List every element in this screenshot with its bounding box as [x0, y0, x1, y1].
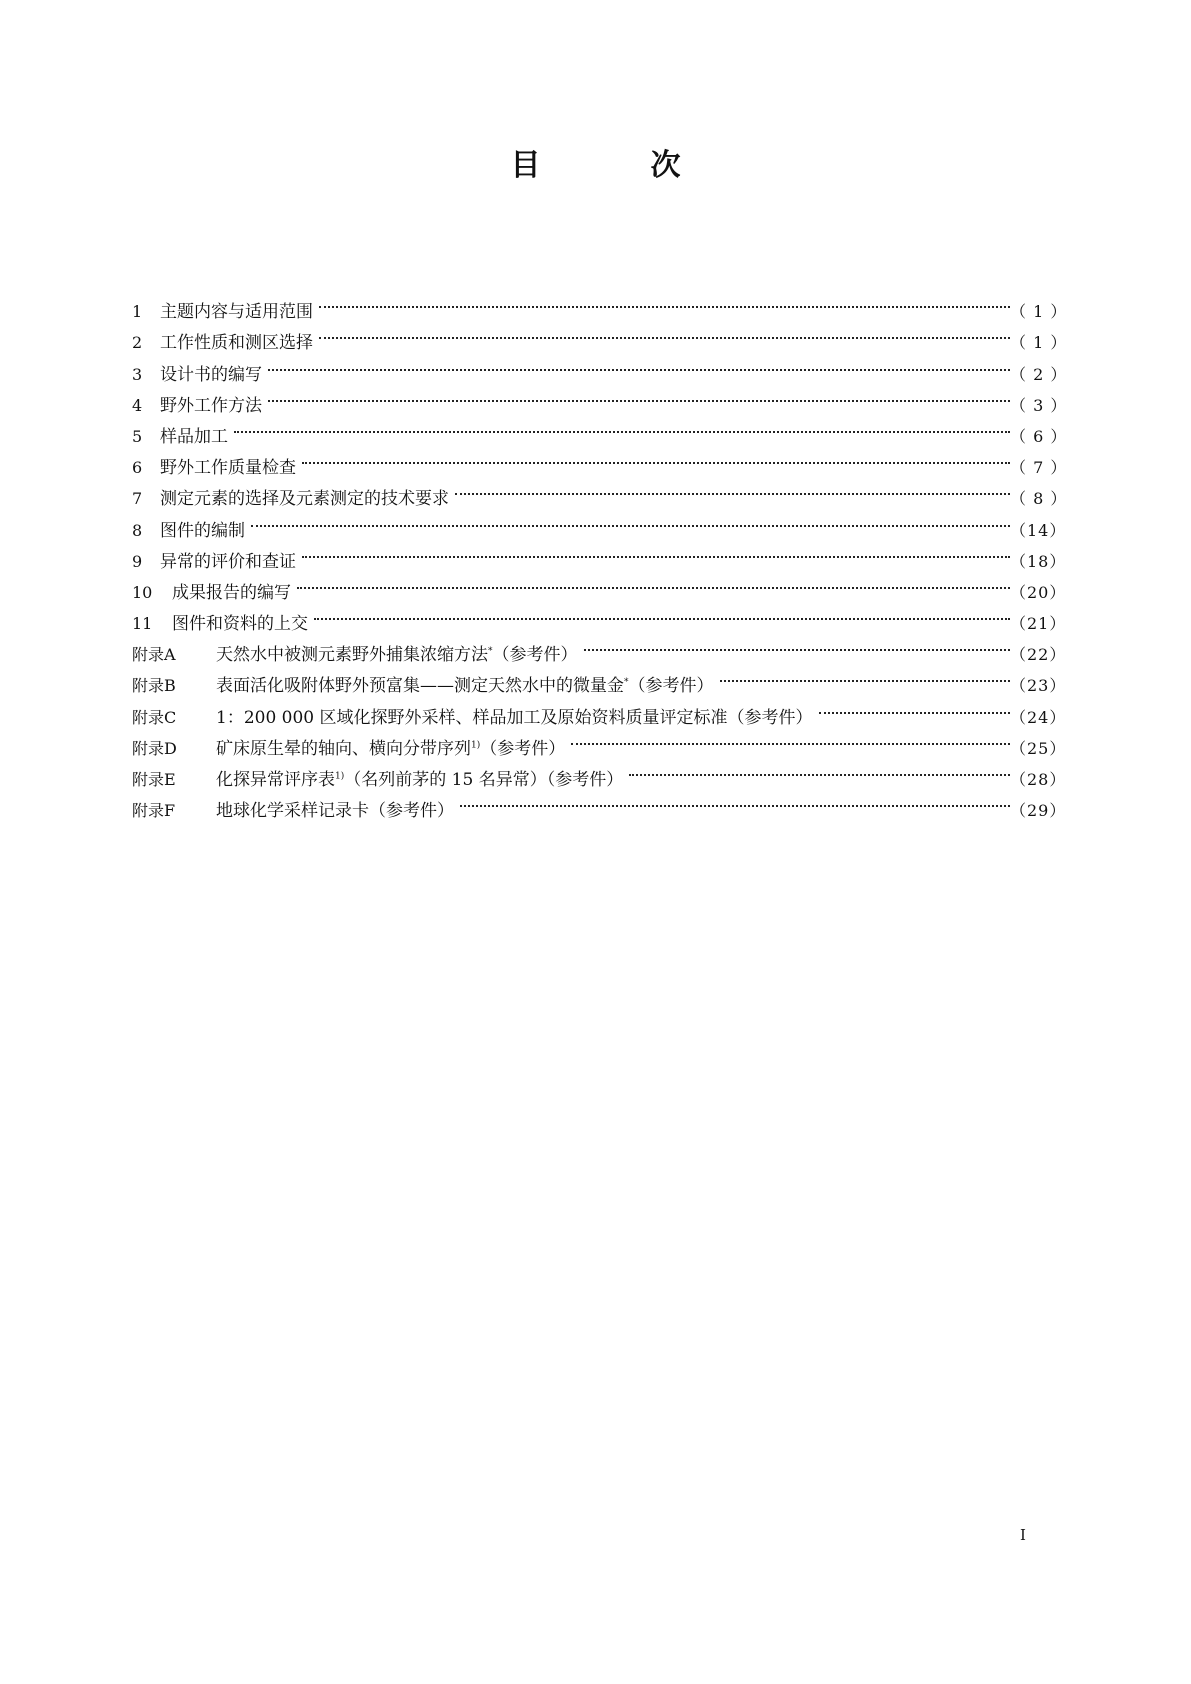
entry-number: 11: [132, 614, 153, 634]
title-part-1: 目: [510, 148, 541, 183]
entry-number: 7: [132, 489, 143, 509]
entry-number: 10: [132, 582, 153, 602]
page-title: [0, 140, 1191, 184]
entry-page: （ 1 ）: [1010, 333, 1068, 353]
dot-leader: [251, 504, 1010, 535]
entry-label-tail: （参考件）: [628, 676, 714, 697]
entry-number: 4: [132, 395, 143, 415]
entry-label: 设计书的编写: [160, 364, 262, 385]
toc-entry-4[interactable]: [132, 380, 1068, 416]
entry-page: （ 3 ）: [1010, 395, 1068, 415]
toc-entry-5[interactable]: [132, 411, 1068, 447]
entry-label-tail: （名列前茅的 15 名异常）（参考件）: [344, 770, 624, 790]
entry-label: [216, 671, 720, 702]
entry-label: 主题内容与适用范围: [160, 302, 313, 323]
table-of-contents: [132, 286, 1068, 822]
title-part-2: 次: [650, 148, 681, 183]
entry-page: （22）: [1010, 645, 1067, 665]
dot-leader: [584, 629, 1011, 660]
dot-leader: [268, 348, 1010, 379]
entry-label: 野外工作质量检查: [160, 458, 296, 479]
entry-page: （29）: [1010, 801, 1067, 821]
dot-leader: [460, 785, 1010, 816]
entry-page: （ 2 ）: [1010, 364, 1068, 384]
entry-page: （23）: [1010, 676, 1067, 696]
entry-number: 9: [132, 551, 143, 571]
entry-number: 3: [132, 364, 143, 384]
entry-label-text: 表面活化吸附体野外预富集——测定天然水中的微量金: [216, 676, 624, 697]
entry-page: （ 8 ）: [1010, 489, 1068, 509]
toc-entry-8[interactable]: [132, 504, 1067, 541]
entry-page: （28）: [1010, 770, 1067, 789]
entry-number: 附录C: [132, 707, 177, 727]
entry-page: （24）: [1010, 707, 1067, 727]
entry-number: 1: [132, 302, 143, 322]
entry-page: （ 7 ）: [1010, 458, 1068, 478]
entry-number: 附录F: [132, 801, 176, 821]
entry-label: 地球化学采样记录卡（参考件）: [216, 801, 454, 822]
entry-page: （ 6 ）: [1010, 426, 1068, 446]
dot-leader: [571, 723, 1010, 754]
dot-leader: [319, 286, 1010, 317]
entry-label: 野外工作方法: [160, 395, 262, 416]
dot-leader: [455, 473, 1010, 504]
entry-page: （25）: [1010, 738, 1067, 758]
toc-entry-3[interactable]: [132, 348, 1068, 385]
dot-leader: [819, 691, 1010, 722]
dot-leader: [314, 598, 1010, 629]
entry-number: 2: [132, 333, 143, 353]
entry-page: （21）: [1010, 614, 1067, 634]
dot-leader: [629, 754, 1010, 785]
entry-label-tail: （参考件）: [492, 645, 578, 666]
dot-leader: [302, 536, 1010, 567]
entry-page: （14）: [1010, 520, 1067, 540]
footnote-mark: 1): [335, 771, 345, 782]
dot-leader: [319, 317, 1010, 348]
entry-label: 工作性质和测区选择: [160, 333, 313, 354]
footnote-mark: *: [488, 646, 493, 657]
entry-number: 附录D: [132, 738, 177, 758]
entry-label: 1：200 000 区域化探野外采样、样品加工及原始资料质量评定标准（参考件）: [216, 707, 813, 728]
entry-label: 图件和资料的上交: [172, 614, 308, 635]
entry-label: [216, 734, 571, 765]
entry-number: 6: [132, 458, 143, 478]
dot-leader: [297, 567, 1010, 598]
entry-label: 样品加工: [160, 426, 228, 447]
entry-number: 5: [132, 426, 143, 446]
entry-label: 异常的评价和查证: [160, 551, 296, 572]
dot-leader: [268, 380, 1010, 411]
entry-number: 8: [132, 520, 143, 540]
page-folio: I: [1020, 1526, 1026, 1544]
entry-number: 附录A: [132, 645, 176, 665]
footnote-mark: *: [624, 677, 629, 688]
toc-entry-9[interactable]: [132, 536, 1067, 572]
dot-leader: [302, 442, 1010, 473]
entry-label-text: 化探异常评序表: [216, 770, 335, 790]
entry-label-text: 矿床原生晕的轴向、横向分带序列: [216, 738, 471, 759]
entry-label: [216, 640, 584, 671]
dot-leader: [720, 660, 1011, 691]
entry-label-tail: （参考件）: [480, 738, 566, 759]
footnote-mark: 1): [471, 740, 481, 751]
entry-page: （20）: [1010, 582, 1067, 602]
dot-leader: [234, 411, 1010, 442]
entry-number: 附录E: [132, 770, 176, 789]
entry-page: （18）: [1010, 551, 1067, 571]
entry-label: 图件的编制: [160, 520, 245, 541]
entry-label: 成果报告的编写: [172, 582, 291, 603]
entry-number: 附录B: [132, 676, 176, 696]
entry-label: 测定元素的选择及元素测定的技术要求: [160, 489, 449, 510]
entry-label-text: 天然水中被测元素野外捕集浓缩方法: [216, 645, 488, 666]
toc-entry-1[interactable]: [132, 286, 1068, 323]
entry-page: （ 1 ）: [1010, 302, 1068, 322]
toc-entry-6[interactable]: [132, 442, 1068, 479]
